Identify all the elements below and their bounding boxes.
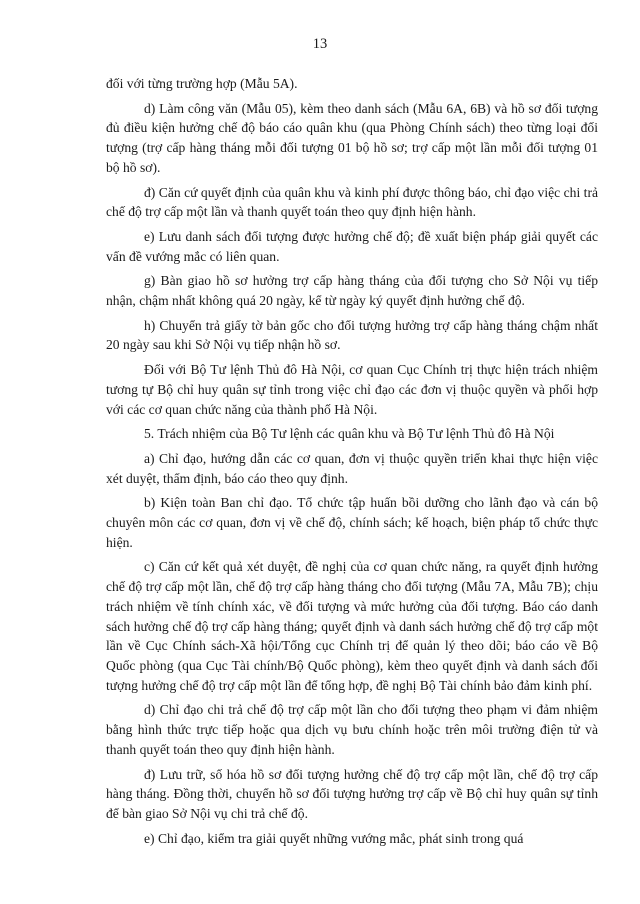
paragraph: đối với từng trường hợp (Mẫu 5A). — [106, 76, 298, 91]
paragraph: e) Lưu danh sách đối tượng được hưởng chế độ; đề xuất biện pháp giải quyết các vấn đề vướng mắc có liên quan. — [106, 228, 598, 264]
paragraph: c) Căn cứ kết quả xét duyệt, đề nghị của cơ quan chức năng, ra quyết định hưởng chế độ trợ cấp một lần, chế độ trợ cấp hàng tháng cho đối tượng (Mẫu 7A, Mẫu 7B); chịu trách nhiệm về tính chính xác, về đối tượng và mức hưởng của đối tượng. Báo cáo danh sách hưởng chế độ trợ cấp hàng tháng; quyết định và danh sách hưởng chế độ trợ cấp một lần về Cục Chính sách-Xã hội/Tổng cục Chính trị để quản lý theo dõi; báo cáo về Bộ Quốc phòng (qua Cục Tài chính/Bộ Quốc phòng), kèm theo quyết định và danh sách đối tượng hưởng chế độ trợ cấp một lần để tổng hợp, đề nghị Bộ Tài chính bảo đảm kinh phí. — [106, 559, 598, 693]
paragraph: Đối với Bộ Tư lệnh Thủ đô Hà Nội, cơ quan Cục Chính trị thực hiện trách nhiệm tương tự Bộ chỉ huy quân sự tỉnh trong việc chỉ đạo các đơn vị thuộc quyền và phối hợp với các cơ quan chức năng của thành phố Hà Nội. — [106, 362, 598, 417]
paragraph: e) Chỉ đạo, kiểm tra giải quyết những vướng mắc, phát sinh trong quá — [144, 830, 524, 846]
page-number: 13 — [312, 36, 328, 52]
paragraph: d) Làm công văn (Mẫu 05), kèm theo danh sách (Mẫu 6A, 6B) và hồ sơ đối tượng đủ điều kiện hưởng chế độ báo cáo quân khu (qua Phòng Chính sách) theo từng loại đối tượng (trợ cấp hàng tháng mỗi đối tượng 01 bộ hồ sơ; trợ cấp một lần mỗi đối tượng 01 bộ hồ sơ). — [106, 100, 598, 175]
paragraph: h) Chuyển trả giấy tờ bản gốc cho đối tượng hưởng trợ cấp hàng tháng chậm nhất 20 ngày sau khi Sở Nội vụ tiếp nhận hồ sơ. — [106, 317, 598, 353]
paragraph: g) Bàn giao hồ sơ hưởng trợ cấp hàng tháng của đối tượng cho Sở Nội vụ tiếp nhận, chậm nhất không quá 20 ngày, kể từ ngày ký quyết định hưởng chế độ. — [106, 273, 598, 309]
paragraph: d) Chỉ đạo chi trả chế độ trợ cấp một lần cho đối tượng theo phạm vi đảm nhiệm bằng hình thức trực tiếp hoặc qua dịch vụ bưu chính hoặc trên môi trường điện tử và thanh quyết toán theo quy định hiện hành. — [106, 702, 598, 757]
paragraph: đ) Lưu trữ, số hóa hồ sơ đối tượng hưởng chế độ trợ cấp một lần, chế độ trợ cấp hàng tháng. Đồng thời, chuyển hồ sơ đối tượng hưởng trợ cấp về Bộ chỉ huy quân sự tỉnh để bàn giao Sở Nội vụ chi trả chế độ. — [106, 766, 598, 821]
document-body — [106, 74, 598, 853]
paragraph: đ) Căn cứ quyết định của quân khu và kinh phí được thông báo, chỉ đạo việc chi trả chế độ trợ cấp một lần và thanh quyết toán theo quy định hiện hành. — [106, 184, 598, 220]
paragraph: b) Kiện toàn Ban chỉ đạo. Tổ chức tập huấn bồi dưỡng cho lãnh đạo và cán bộ chuyên môn các cơ quan, đơn vị về chế độ, chính sách; kế hoạch, biện pháp tổ chức thực hiện. — [106, 495, 598, 550]
section-heading: 5. Trách nhiệm của Bộ Tư lệnh các quân khu và Bộ Tư lệnh Thủ đô Hà Nội — [144, 426, 555, 442]
paragraph: a) Chỉ đạo, hướng dẫn các cơ quan, đơn vị thuộc quyền triển khai thực hiện việc xét duyệt, thẩm định, báo cáo theo quy định. — [106, 450, 598, 486]
